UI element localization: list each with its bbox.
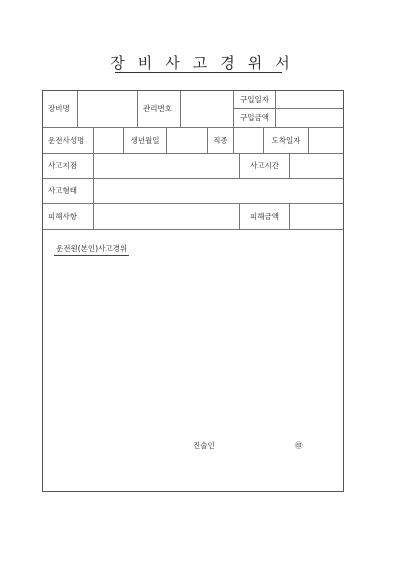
accident-location-label: 사고지점: [48, 161, 77, 171]
management-no-label: 관리번호: [143, 104, 172, 114]
job-type-field[interactable]: [234, 128, 263, 153]
damage-amount-field[interactable]: [290, 204, 343, 229]
accident-report-form: [42, 90, 344, 492]
purchase-amount-field[interactable]: [276, 109, 343, 127]
birth-date-field[interactable]: [167, 128, 207, 153]
document-title: 장비사고경위서: [110, 54, 303, 72]
arrival-date-field[interactable]: [309, 128, 343, 153]
birth-date-label: 생년월일: [130, 135, 160, 145]
damage-details-field[interactable]: [94, 204, 239, 229]
damage-amount-label: 피해금액: [250, 211, 279, 221]
statement-heading: 운전원(본인)사고경위: [54, 243, 129, 256]
row-divider: [43, 229, 343, 230]
purchase-date-label: 구입일자: [240, 94, 269, 104]
accident-type-label: 사고형태: [48, 186, 77, 196]
equipment-name-label: 장비명: [48, 104, 70, 114]
arrival-date-label: 도착일자: [271, 135, 301, 145]
driver-name-field[interactable]: [94, 128, 123, 153]
management-no-field[interactable]: [181, 91, 233, 127]
title-underline: [115, 72, 282, 73]
seal-mark: ㊞: [295, 441, 303, 450]
damage-details-label: 피해사항: [48, 211, 77, 221]
accident-time-label: 사고시간: [250, 161, 279, 171]
statement-text-area[interactable]: [49, 257, 337, 433]
job-type-label: 직종: [213, 135, 228, 145]
accident-time-field[interactable]: [290, 154, 343, 178]
accident-type-field[interactable]: [94, 179, 343, 203]
driver-name-label: 운전사성명: [48, 135, 85, 145]
equipment-name-field[interactable]: [78, 91, 137, 127]
purchase-date-field[interactable]: [276, 91, 343, 108]
signer-label: 진술인: [193, 441, 215, 450]
accident-location-field[interactable]: [94, 154, 239, 178]
purchase-amount-label: 구입금액: [240, 113, 269, 123]
